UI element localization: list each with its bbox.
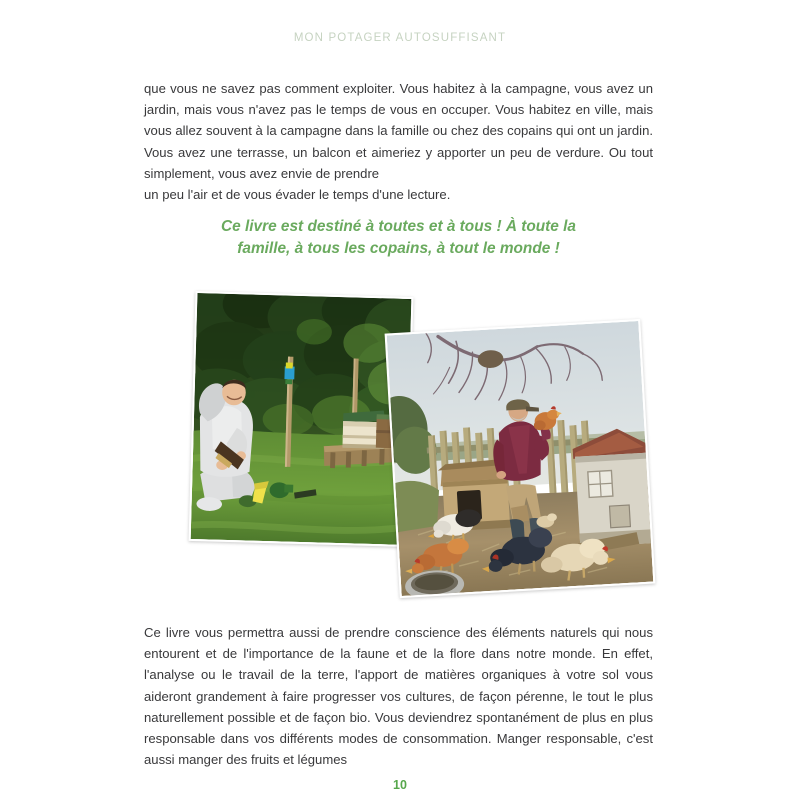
closing-paragraph-block	[144, 622, 653, 770]
pull-quote-line-2: famille, à tous les copains, à tout le monde !	[237, 239, 560, 257]
intro-paragraph-block	[144, 78, 653, 205]
intro-paragraph-last-line: un peu l'air et de vous évader le temps d'une lecture.	[144, 187, 451, 203]
pull-quote	[144, 216, 653, 259]
pull-quote-line-1: Ce livre est destiné à toutes et à tous ! À toute la	[221, 218, 576, 235]
chicken-run-illustration	[387, 321, 654, 596]
intro-paragraph: que vous ne savez pas comment exploiter. Vous habitez à la campagne, vous avez un jardin, mais vous n'avez pas le temps de vous en occuper. Vous habitez en ville, mais vous allez souvent à la campagne dans la famille ou chez des copains qui ont un jardin. Vous avez une terrasse, un balcon et aimeriez y apporter un peu de verdure. Ou tout simplement, vous avez envie de prendre	[144, 81, 653, 181]
photo-beekeeper-image	[191, 293, 412, 545]
page-number: 10	[393, 778, 407, 792]
running-header: MON POTAGER AUTOSUFFISANT	[293, 32, 507, 44]
photo-chickens-image	[387, 321, 654, 596]
photo-beekeeper	[189, 291, 414, 547]
closing-paragraph: Ce livre vous permettra aussi de prendre conscience des éléments naturels qui nous entourent et de l'importance de la faune et de la flore dans notre monde. En effet, l'analyse ou le travail de la terre, l'apport de matières organiques à votre sol vous aideront grandement à faire progresser vos cultures, de façon pérenne, le tout le plus naturellement possible et de façon bio. Vous deviendrez spontanément de plus en plus responsable dans vos différents modes de consommation. Manger responsable, c'est aussi manger des fruits et légumes	[144, 625, 653, 768]
photo-chickens	[385, 319, 656, 598]
beekeeper-illustration	[191, 293, 412, 545]
